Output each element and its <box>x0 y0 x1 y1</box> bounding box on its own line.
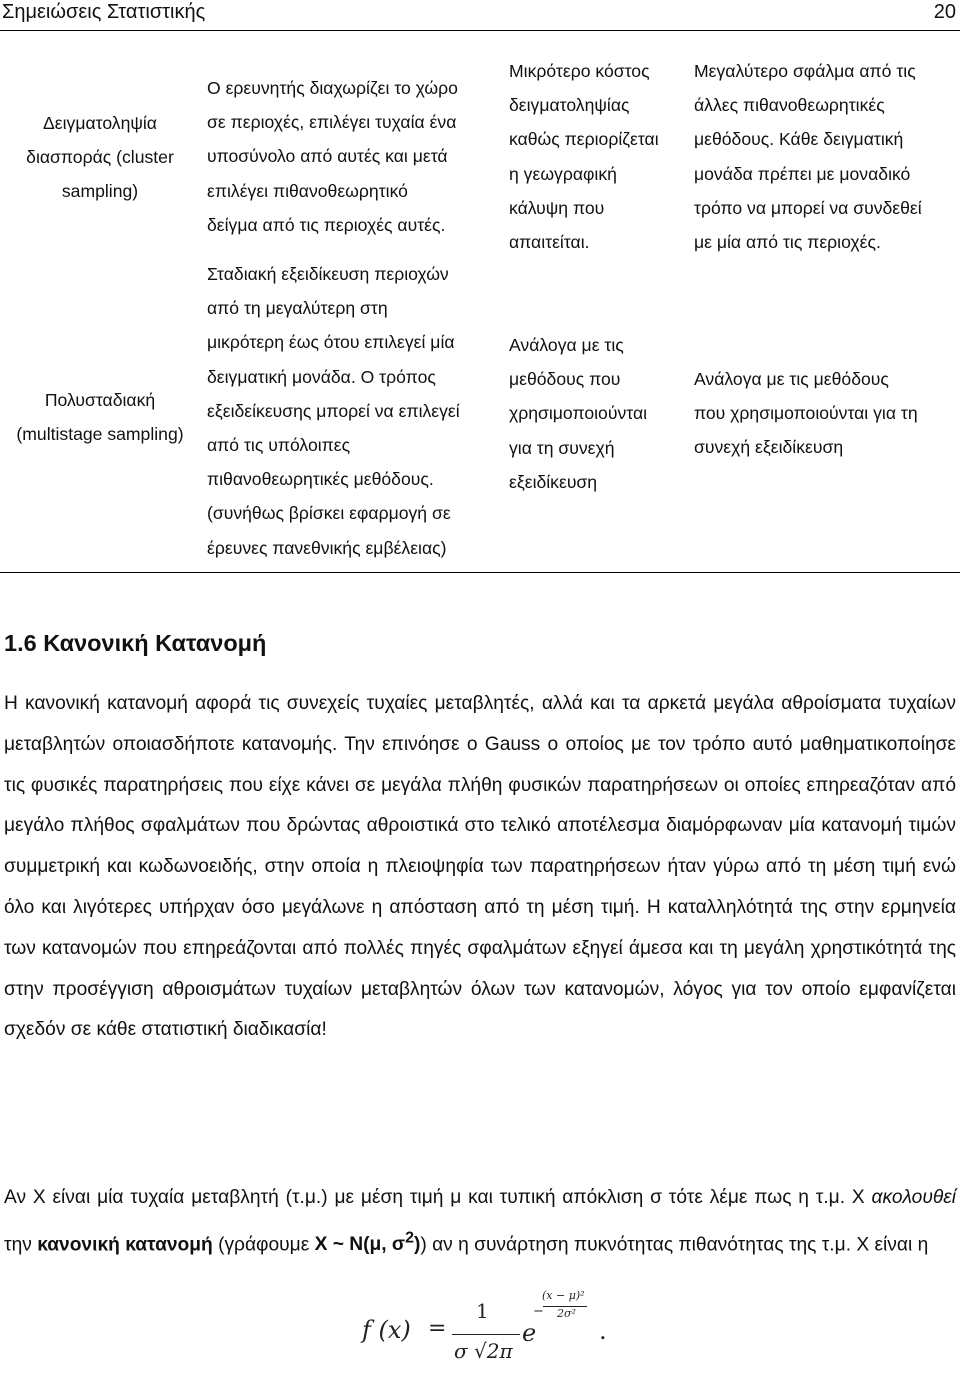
description-cell: Σταδιακή εξειδίκευση περιοχών από τη μεγαλύτερη στη μικρότερη έως ότου επιλεγεί μία δειγματική μονάδα. Ο τρόπος εξειδείκευσης μπορεί να επιλεγεί από τις υπόλοιπες πιθανοθεωρητικές μεθόδους. (συνήθως βρίσκει εφαρμογή σε έρευνες πανεθνικής εμβέλειας) <box>207 264 460 558</box>
page-header <box>0 0 960 31</box>
section-heading: 1.6 Κανονική Κατανομή <box>4 630 267 656</box>
exponent-numerator: (x − μ)² <box>542 1289 585 1302</box>
table-row <box>0 257 960 572</box>
normal-density-formula <box>362 1289 642 1375</box>
term-bold: κανονική κατανομή <box>37 1234 213 1256</box>
exponent-sign: − <box>533 1304 544 1319</box>
formula-exponential-base: e <box>522 1319 537 1347</box>
table-bottom-border <box>0 572 960 573</box>
formula-terminator: . <box>599 1317 607 1345</box>
emphasis-text: ακολουθεί <box>871 1187 956 1208</box>
advantages-cell: Ανάλογα με τις μεθόδους που χρησιμοποιούνται για τη συνεχή εξειδίκευση <box>509 335 648 492</box>
notation-bold: Χ ~ Ν(μ, $\sigma^2$) <box>314 1229 421 1256</box>
description-cell: Ο ερευνητής διαχωρίζει το χώρο σε περιοχές, επιλέγει τυχαία ένα υποσύνολο από αυτές και μετά επιλέγει πιθανοθεωρητικό δείγμα από τις περιοχές αυτές. <box>207 78 458 235</box>
disadvantages-cell: Ανάλογα με τις μεθόδους που χρησιμοποιούνται για τη συνεχή εξειδίκευση <box>694 369 918 458</box>
page-number: 20 <box>933 1 956 23</box>
formula-numerator: 1 <box>476 1299 489 1323</box>
formula-equals: = <box>428 1316 447 1341</box>
header-title: Σημειώσεις Στατιστικής <box>2 1 206 23</box>
paragraph-normal-distribution-intro: Η κανονική κατανομή αφορά τις συνεχείς τυχαίες μεταβλητές, αλλά και τα αρκετά μεγάλα αθροίσματα τυχαίων μεταβλητών οποιασδήποτε κατανομής. Την επινόησε ο Gauss ο οποίος με τον τρόπο αυτό μαθηματικοποίησε τις φυσικές παρατηρήσεις που είχε κάνει σε μεγάλα πλήθη φυσικών παρατηρήσεων οι οποίες επηρεαζόταν από μεγάλο πλήθος σφαλμάτων που δρώντας αθροιστικά στο τελικό αποτέλεσμα διαμόρφωναν μία κατανομή τιμών συμμετρική και κωδωνοειδής, στην οποία η πλειοψηφία των παρατηρήσεων ήταν γύρω από τη μέση τιμή ενώ όλο και λιγότερες υπήρχαν όσο μεγάλωνε η απόσταση από τη μέση τιμή. Η καταλληλότητά της στην ερμηνεία των κατανομών που επηρεάζονται από πολλές πηγές σφαλμάτων εξηγεί άμεσα και τη μεγάλη χρηστικότητά της στην προσέγγιση αθροισμάτων τυχαίων μεταβλητών όλων των κατανομών, λόγος για τον οποίο εμφανίζεται σχεδόν σε κάθε στατιστική διαδικασία! <box>4 693 956 1041</box>
formula-lhs: f (x) <box>362 1316 411 1344</box>
disadvantages-cell: Μεγαλύτερο σφάλμα από τις άλλες πιθανοθεωρητικές μεθόδους. Κάθε δειγματική μονάδα πρέπει με μοναδικό τρόπο να μπορεί να συνδεθεί με μία από τις περιοχές. <box>694 61 922 253</box>
advantages-cell: Μικρότερο κόστος δειγματοληψίας καθώς περιορίζεται η γεωγραφική κάλυψη που απαιτείται. <box>509 61 659 253</box>
fraction-bar <box>452 1334 520 1335</box>
exponent-denominator: 2σ² <box>557 1307 576 1320</box>
table-row <box>0 52 960 257</box>
paragraph-definition: Αν Χ είναι μία τυχαία μεταβλητή (τ.μ.) με μέση τιμή μ και τυπική απόκλιση σ τότε λέμε πως η τ.μ. Χ ακολουθεί την κανονική κατανομή (γράφουμε Χ ~ Ν(μ, $\sigma^2$)) αν η συνάρτηση πυκνότητας πιθανότητας της τ.μ. Χ είναι η <box>4 1187 956 1256</box>
sampling-methods-table <box>0 52 960 572</box>
method-cell: Δειγματοληψία διασποράς (cluster sampling) <box>26 113 174 202</box>
method-cell: Πολυσταδιακή (multistage sampling) <box>16 390 184 445</box>
formula-denominator: σ √2π <box>454 1339 513 1363</box>
